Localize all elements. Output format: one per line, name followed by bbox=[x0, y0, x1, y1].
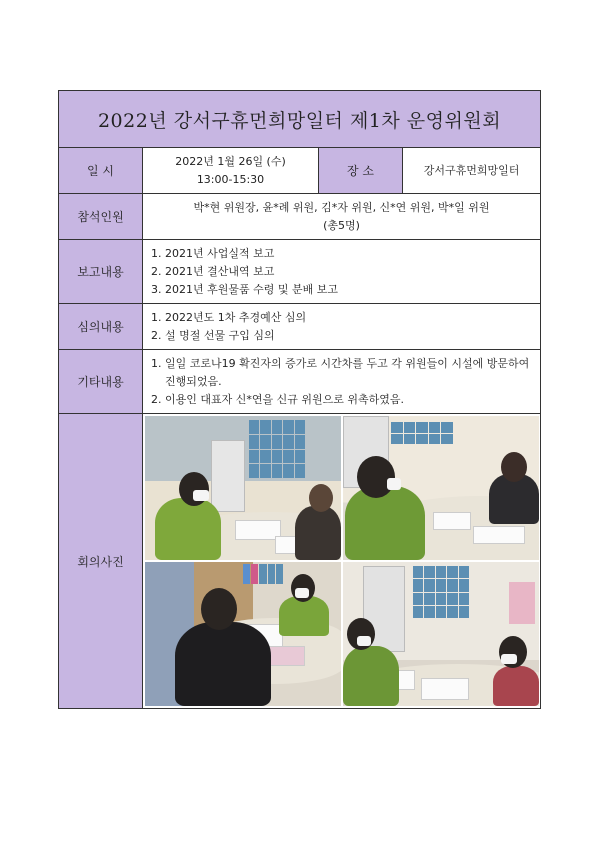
list-item: 3. 2021년 후원물품 수령 및 분배 보고 bbox=[151, 282, 338, 296]
list-item: 1. 2022년도 1차 추경예산 심의 bbox=[151, 310, 307, 324]
attendees-count: (총5명) bbox=[323, 218, 360, 232]
meeting-photo-2 bbox=[343, 416, 539, 560]
other-label: 기타내용 bbox=[59, 350, 143, 414]
meeting-report bbox=[58, 90, 540, 709]
list-item: 2. 2021년 결산내역 보고 bbox=[151, 264, 275, 278]
meeting-photo-1 bbox=[145, 416, 341, 560]
place-label: 장 소 bbox=[319, 148, 403, 194]
meeting-date: 2022년 1월 26일 (수) bbox=[175, 154, 286, 168]
review-value bbox=[143, 304, 541, 350]
datetime-label: 일 시 bbox=[59, 148, 143, 194]
list-item: 1. 일일 코로나19 확진자의 증가로 시간차를 두고 각 위원들이 시설에 방문하여 진행되었음. bbox=[151, 356, 530, 388]
meeting-photo-4 bbox=[343, 562, 539, 706]
list-item: 1. 2021년 사업실적 보고 bbox=[151, 246, 275, 260]
attendees-value bbox=[143, 194, 541, 240]
photo-grid bbox=[145, 416, 538, 706]
place-value: 강서구휴먼희망일터 bbox=[403, 148, 541, 194]
meeting-time: 13:00-15:30 bbox=[196, 172, 265, 186]
report-value bbox=[143, 240, 541, 304]
attendees-label: 참석인원 bbox=[59, 194, 143, 240]
report-title: 2022년 강서구휴먼희망일터 제1차 운영위원회 bbox=[59, 91, 541, 148]
photos-cell bbox=[143, 414, 541, 709]
datetime-value bbox=[143, 148, 319, 194]
other-value bbox=[143, 350, 541, 414]
list-item: 2. 설 명절 선물 구입 심의 bbox=[151, 328, 275, 342]
photos-label: 회의사진 bbox=[59, 414, 143, 709]
review-label: 심의내용 bbox=[59, 304, 143, 350]
attendees-names: 박*현 위원장, 윤*례 위원, 김*자 위원, 신*연 위원, 박*일 위원 bbox=[193, 200, 490, 214]
meeting-photo-3 bbox=[145, 562, 341, 706]
report-label: 보고내용 bbox=[59, 240, 143, 304]
report-table bbox=[58, 90, 541, 709]
list-item: 2. 이용인 대표자 신*연을 신규 위원으로 위촉하였음. bbox=[151, 392, 404, 406]
